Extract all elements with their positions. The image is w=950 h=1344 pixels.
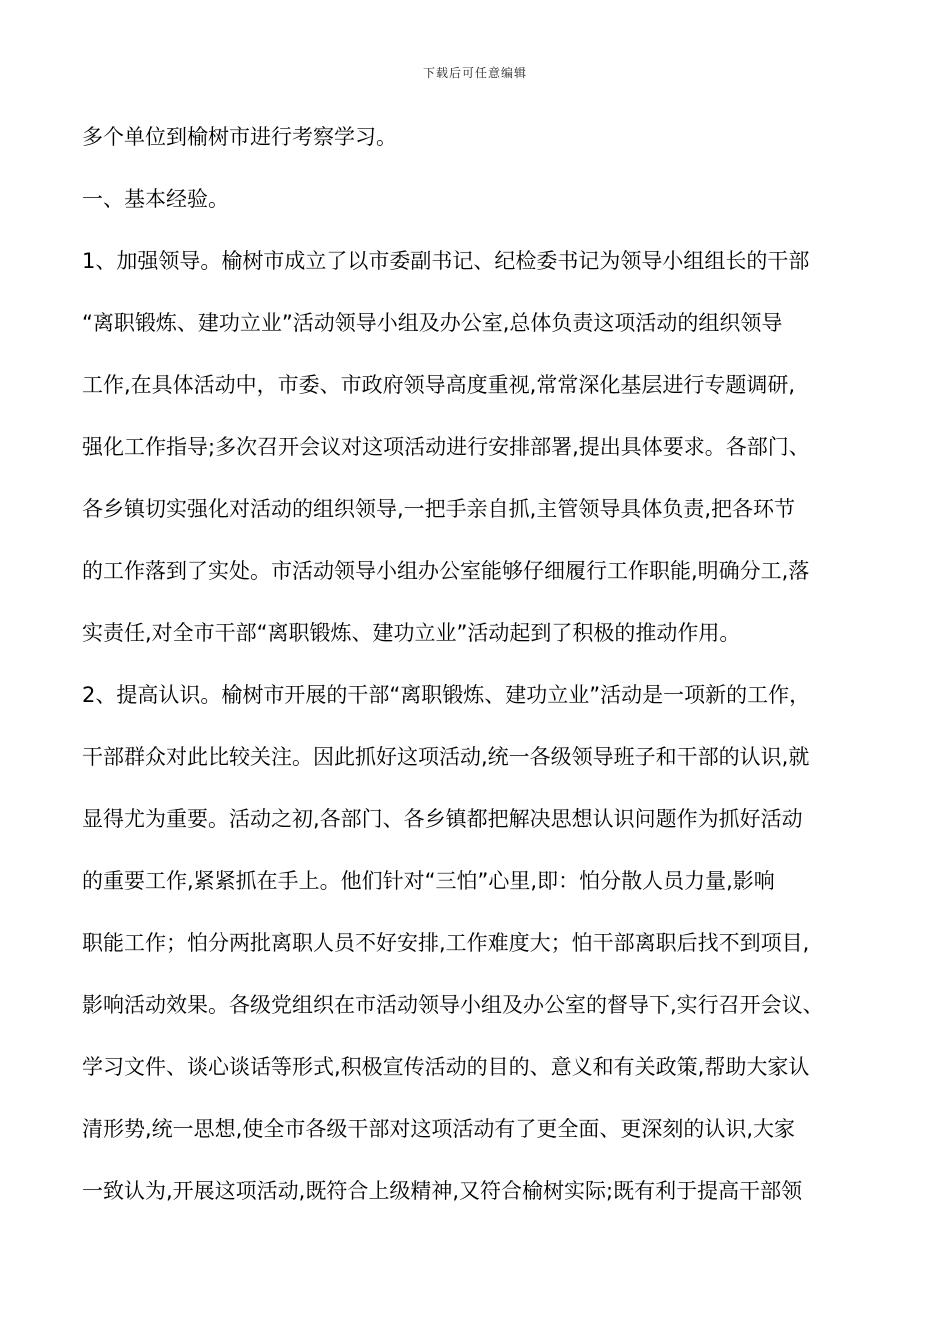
text-line: 影响活动效果。各级党组织在市活动领导小组及办公室的督导下,实行召开会议、 bbox=[82, 993, 824, 1017]
document-body bbox=[82, 116, 878, 1232]
text-line: 各乡镇切实强化对活动的组织领导,一把手亲自抓,主管领导具体负责,把各环节 bbox=[82, 497, 796, 521]
text-line: 的工作落到了实处。市活动领导小组办公室能够仔细履行工作职能,明确分工,落 bbox=[82, 559, 810, 583]
text-line: 的重要工作,紧紧抓在手上。他们针对“三怕”心里,即：怕分散人员力量,影响 bbox=[82, 869, 775, 893]
text-line: 一致认为,开展这项活动,既符合上级精神,又符合榆树实际;既有利于提高干部领 bbox=[82, 1179, 803, 1203]
text-line: 清形势,统一思想,使全市各级干部对这项活动有了更全面、更深刻的认识,大家 bbox=[82, 1117, 796, 1141]
text-line: 工作,在具体活动中，市委、市政府领导高度重视,常常深化基层进行专题调研, bbox=[82, 373, 796, 397]
text-line: 学习文件、谈心谈话等形式,积极宣传活动的目的、意义和有关政策,帮助大家认 bbox=[82, 1055, 810, 1079]
section-heading: 一、基本经验。 bbox=[82, 187, 229, 211]
page-header: 下载后可任意编辑 bbox=[422, 66, 527, 80]
text-line: 职能工作；怕分两批离职人员不好安排,工作难度大；怕干部离职后找不到项目, bbox=[82, 931, 810, 955]
text-line: 强化工作指导;多次召开会议对这项活动进行安排部署,提出具体要求。各部门、 bbox=[82, 435, 810, 459]
text-line: “离职锻炼、建功立业”活动领导小组及办公室,总体负责这项活动的组织领导 bbox=[82, 311, 783, 335]
text-line: 干部群众对此比较关注。因此抓好这项活动,统一各级领导班子和干部的认识,就 bbox=[82, 745, 810, 769]
text-line: 2、提高认识。榆树市开展的干部“离职锻炼、建功立业”活动是一项新的工作， bbox=[82, 683, 811, 707]
text-line: 显得尤为重要。活动之初,各部门、各乡镇都把解决思想认识问题作为抓好活动 bbox=[82, 807, 803, 831]
text-line: 多个单位到榆树市进行考察学习。 bbox=[82, 125, 397, 149]
text-line: 1、加强领导。榆树市成立了以市委副书记、纪检委书记为领导小组组长的干部 bbox=[82, 249, 810, 273]
text-line: 实责任,对全市干部“离职锻炼、建功立业”活动起到了积极的推动作用。 bbox=[82, 621, 741, 645]
